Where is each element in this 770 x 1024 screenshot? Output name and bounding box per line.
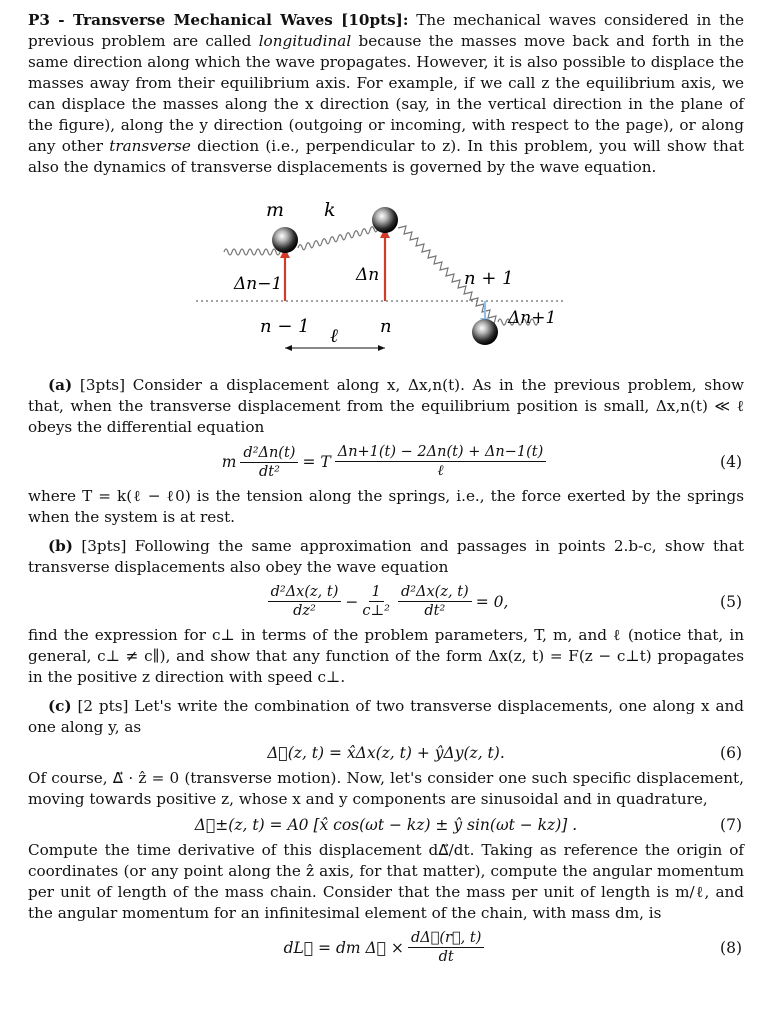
mass-n xyxy=(372,207,398,233)
equation-6: Δ⃗(z, t) = x̂Δx(z, t) + ŷΔy(z, t). (6) xyxy=(267,744,742,762)
equation-7: Δ⃗±(z, t) = A0 [x̂ cos(ωt − kz) ± ŷ sin(ωt − kz)] . (7) xyxy=(194,816,742,834)
ell-arrow-left xyxy=(285,345,292,351)
part-b-speed-text: find the expression for c⊥ in terms of the problem parameters, T, m, and ℓ (notice that, in general, c⊥ ≠ c∥), and show that any function of the form Δx(z, t) = F(z − c⊥t) propagates in the positive z direction with speed c⊥. xyxy=(28,626,744,686)
problem-heading: P3 - Transverse Mechanical Waves [10pts]: xyxy=(28,11,409,29)
equation-number-7: (7) xyxy=(720,816,742,834)
mass-n-plus-1 xyxy=(472,319,498,345)
figure-svg xyxy=(28,192,744,367)
part-a-text: (a) [3pts] Consider a displacement along x, Δx,n(t). As in the previous problem, show that, when the transverse displacement from the equilibrium position is small, Δx,n(t) ≪ ℓ obeys the differential equation xyxy=(28,376,744,436)
part-c-quadrature-text: Of course, Δ⃗ · ẑ = 0 (transverse motion). Now, let's consider one such specific displacement, moving towards positive z, whose x and y components are sinusoidal and in quadrature, xyxy=(28,769,744,808)
label-m: m xyxy=(266,199,285,221)
mass-spring-figure xyxy=(28,192,744,367)
part-c-text: (c) [2 pts] Let's write the combination of two transverse displacements, one along x and one along y, as xyxy=(28,697,744,736)
equation-number-8: (8) xyxy=(720,938,742,957)
mass-n-minus-1 xyxy=(272,227,298,253)
term-transverse: transverse xyxy=(109,137,191,155)
label-n: n xyxy=(380,316,392,337)
equation-number-5: (5) xyxy=(720,592,742,611)
label-delta-n-plus-1: Δn+1 xyxy=(508,308,557,328)
ell-arrow-right xyxy=(378,345,385,351)
label-n-plus-1: n + 1 xyxy=(464,268,514,289)
label-k: k xyxy=(324,199,336,221)
spring-middle xyxy=(298,225,386,250)
part-a-tension-text: where T = k(ℓ − ℓ0) is the tension along the springs, i.e., the force exerted by the springs when the system is at rest. xyxy=(28,487,744,526)
term-longitudinal: longitudinal xyxy=(258,32,352,50)
part-c-angular-momentum-text: Compute the time derivative of this displacement dΔ⃗/dt. Taking as reference the origin of coordinates (or any point along the ẑ axis, for that matter), compute the angular momentum per unit of length of the mass chain. Consider that the mass per unit of length is m/ℓ, and the angular momentum for an infinitesimal element of the chain, with mass dm, is xyxy=(28,841,744,922)
equation-8: dL⃗ = dm Δ⃗ × $\frac{d\Delta⃗(r⃗, t)}{dt}$ (8) xyxy=(283,930,742,965)
problem-page xyxy=(28,10,744,971)
label-delta-n-minus-1: Δn−1 xyxy=(234,274,283,294)
spring-left xyxy=(224,249,280,255)
equation-5: $\frac{\text{d²Δx(z, t)}}{\text{dz²}}$ − $\frac{1}{\text{c⊥²}}$ $\frac{\text{d²Δx(z, t)}}{\text{dt²}}$ = 0, (5) xyxy=(28,584,744,619)
label-n-minus-1: n − 1 xyxy=(260,316,310,337)
equation-number-6: (6) xyxy=(720,744,742,762)
equation-number-4: (4) xyxy=(720,453,742,471)
label-ell: ℓ xyxy=(330,325,338,347)
part-b-text: (b) [3pts] Following the same approximation and passages in points 2.b-c, show that transverse displacements also obey the wave equation xyxy=(28,537,744,576)
equation-4: m $\frac{\text{d²Δn(t)}}{\text{dt²}}$ = T $\frac{\Delta n+1(t) - 2\Delta n(t) + \Delta n-1(t)}{\text{ℓ}}$ (4) xyxy=(221,444,742,480)
intro-paragraph: P3 - Transverse Mechanical Waves [10pts]: The mechanical waves considered in the previous problem are called longitudinal because the masses move back and forth in the same direction along which the wave propagates. However, it is also possible to displace the masses away from their equilibrium axis. For example, if we call z the equilibrium axis, we can displace the masses along the x direction (say, in the vertical direction in the plane of the figure), along the y direction (outgoing or incoming, with respect to the page), or along any other transverse diection (i.e., perpendicular to z). In this problem, you will show that also the dynamics of transverse displacements is governed by the wave equation. xyxy=(28,11,745,176)
label-delta-n: Δn xyxy=(356,265,380,285)
